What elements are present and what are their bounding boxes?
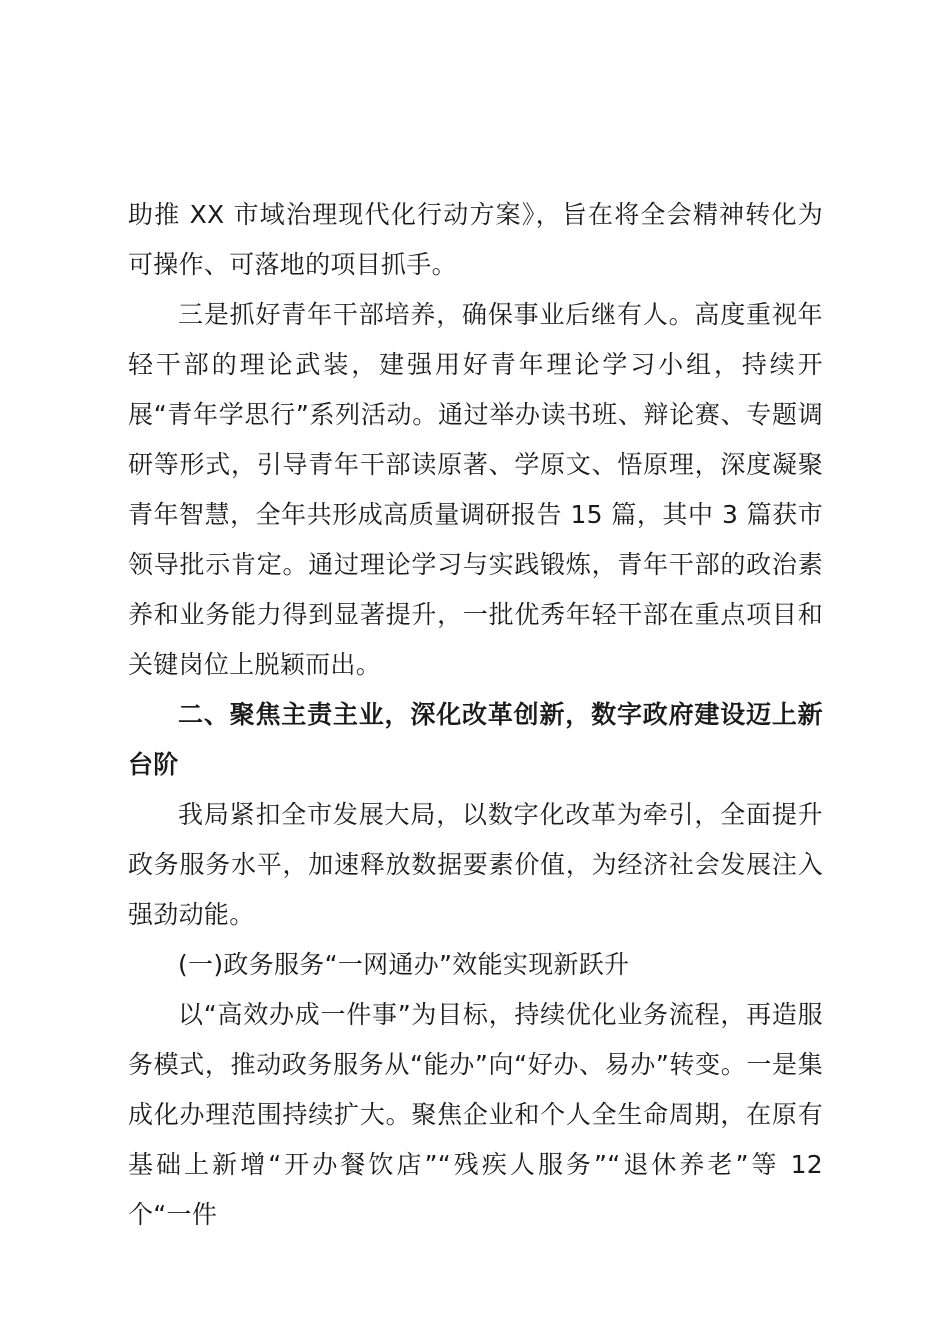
subsection-heading-1: (一)政务服务“一网通办”效能实现新跃升 <box>178 950 630 979</box>
document-body <box>128 190 823 1240</box>
paragraph-youth-cadre-training: 三是抓好青年干部培养，确保事业后继有人。高度重视年轻干部的理论武装，建强用好青年理论学习小组，持续开展“青年学思行”系列活动。通过举办读书班、辩论赛、专题调研等形式，引导青年干部读原著、学原文、悟原理，深度凝聚青年智慧，全年共形成高质量调研报告 15 篇，其中 3 篇获市领导批示肯定。通过理论学习与实践锻炼，青年干部的政治素养和业务能力得到显著提升，一批优秀年轻干部在重点项目和关键岗位上脱颖而出。 <box>128 300 823 679</box>
paragraph-one-network-service: 以“高效办成一件事”为目标，持续优化业务流程，再造服务模式，推动政务服务从“能办”向“好办、易办”转变。一是集成化办理范围持续扩大。聚焦企业和个人全生命周期，在原有基础上新增“开办餐饮店”“残疾人服务”“退休养老”等 12 个“一件 <box>128 1000 823 1229</box>
paragraph-section-intro: 我局紧扣全市发展大局，以数字化改革为牵引，全面提升政务服务水平，加速释放数据要素价值，为经济社会发展注入强劲动能。 <box>128 800 823 929</box>
section-heading-2: 二、聚焦主责主业，深化改革创新，数字政府建设迈上新台阶 <box>128 700 823 779</box>
paragraph-continuation: 助推 XX 市域治理现代化行动方案》，旨在将全会精神转化为可操作、可落地的项目抓手。 <box>128 200 823 279</box>
